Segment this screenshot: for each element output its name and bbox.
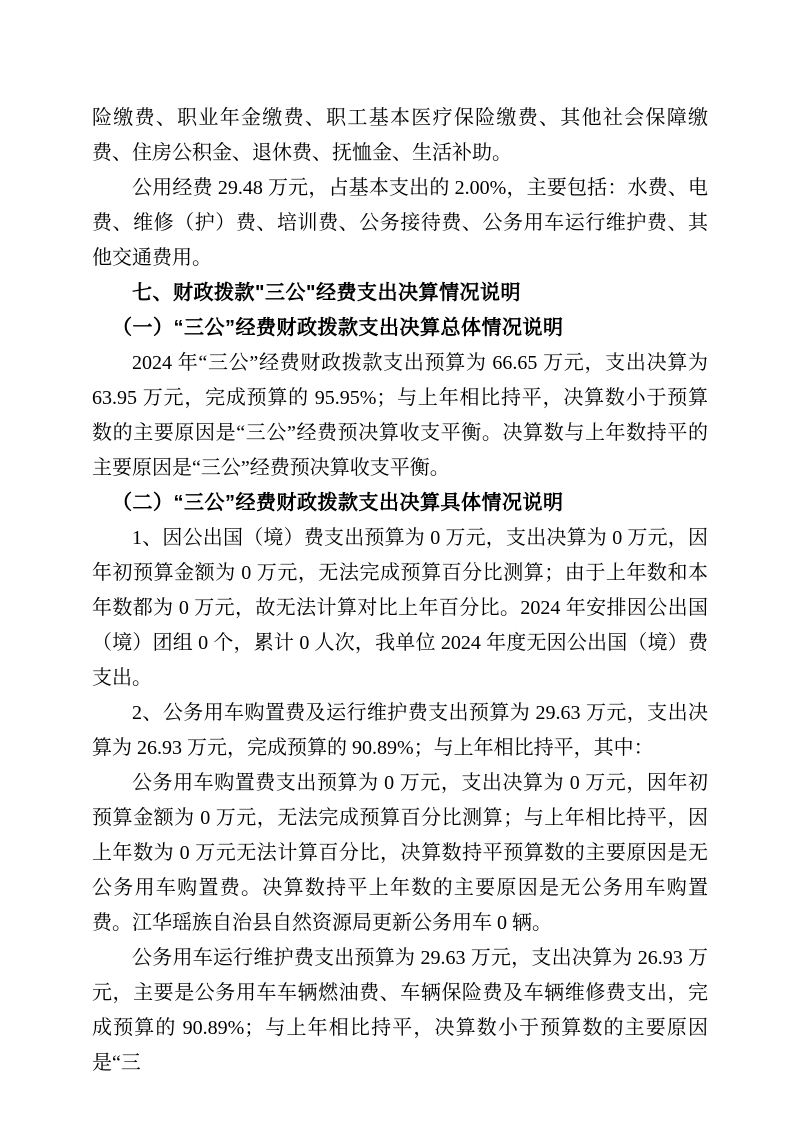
paragraph-item2-vehicle-expense: 2、公务用车购置费及运行维护费支出预算为 29.63 万元，支出决算为 26.93 万元，完成预算的 90.89%；与上年相比持平，其中：: [92, 702, 708, 759]
heading-subsection-two: （二）“三公”经费财政拨款支出决算具体情况说明: [112, 492, 564, 514]
heading-subsection-one: （一）“三公”经费财政拨款支出决算总体情况说明: [112, 317, 564, 339]
paragraph-basic-expense-continued: 险缴费、职业年金缴费、职工基本医疗保险缴费、其他社会保障缴费、住房公积金、退休费、抚恤金、生活补助。: [92, 107, 708, 164]
document-content: [92, 101, 708, 1081]
paragraph-vehicle-purchase: 公务用车购置费支出预算为 0 万元，支出决算为 0 万元，因年初预算金额为 0 万元，无法完成预算百分比测算；与上年相比持平，因上年数为 0 万元无法计算百分比，决算数持平预算数的主要原因是无公务用车购置费。决算数持平上年数的主要原因是无公务用车购置费。江华瑶族自治县自然资源局更新公务用车 0 辆。: [92, 772, 708, 934]
paragraph-vehicle-maintenance: 公务用车运行维护费支出预算为 29.63 万元，支出决算为 26.93 万元，主要是公务用车车辆燃油费、车辆保险费及车辆维修费支出，完成预算的 90.89%；与上年相比持平，决算数小于预算数的主要原因是“三: [92, 947, 708, 1074]
paragraph-overall-situation: 2024 年“三公”经费财政拨款支出预算为 66.65 万元，支出决算为 63.95 万元，完成预算的 95.95%；与上年相比持平，决算数小于预算数的主要原因是“三公”经费预决算收支平衡。决算数与上年数持平的主要原因是“三公”经费预决算收支平衡。: [92, 352, 708, 479]
heading-section-seven: 七、财政拨款"三公"经费支出决算情况说明: [132, 282, 521, 304]
paragraph-public-funds: 公用经费 29.48 万元，占基本支出的 2.00%，主要包括：水费、电费、维修（护）费、培训费、公务接待费、公务用车运行维护费、其他交通费用。: [92, 177, 708, 269]
paragraph-item1-abroad-expense: 1、因公出国（境）费支出预算为 0 万元，支出决算为 0 万元，因年初预算金额为 0 万元，无法完成预算百分比测算；由于上年数和本年数都为 0 万元，故无法计算对比上年百分比。2024 年安排因公出国（境）团组 0 个，累计 0 人次，我单位 2024 年度无因公出国（境）费支出。: [92, 527, 708, 689]
